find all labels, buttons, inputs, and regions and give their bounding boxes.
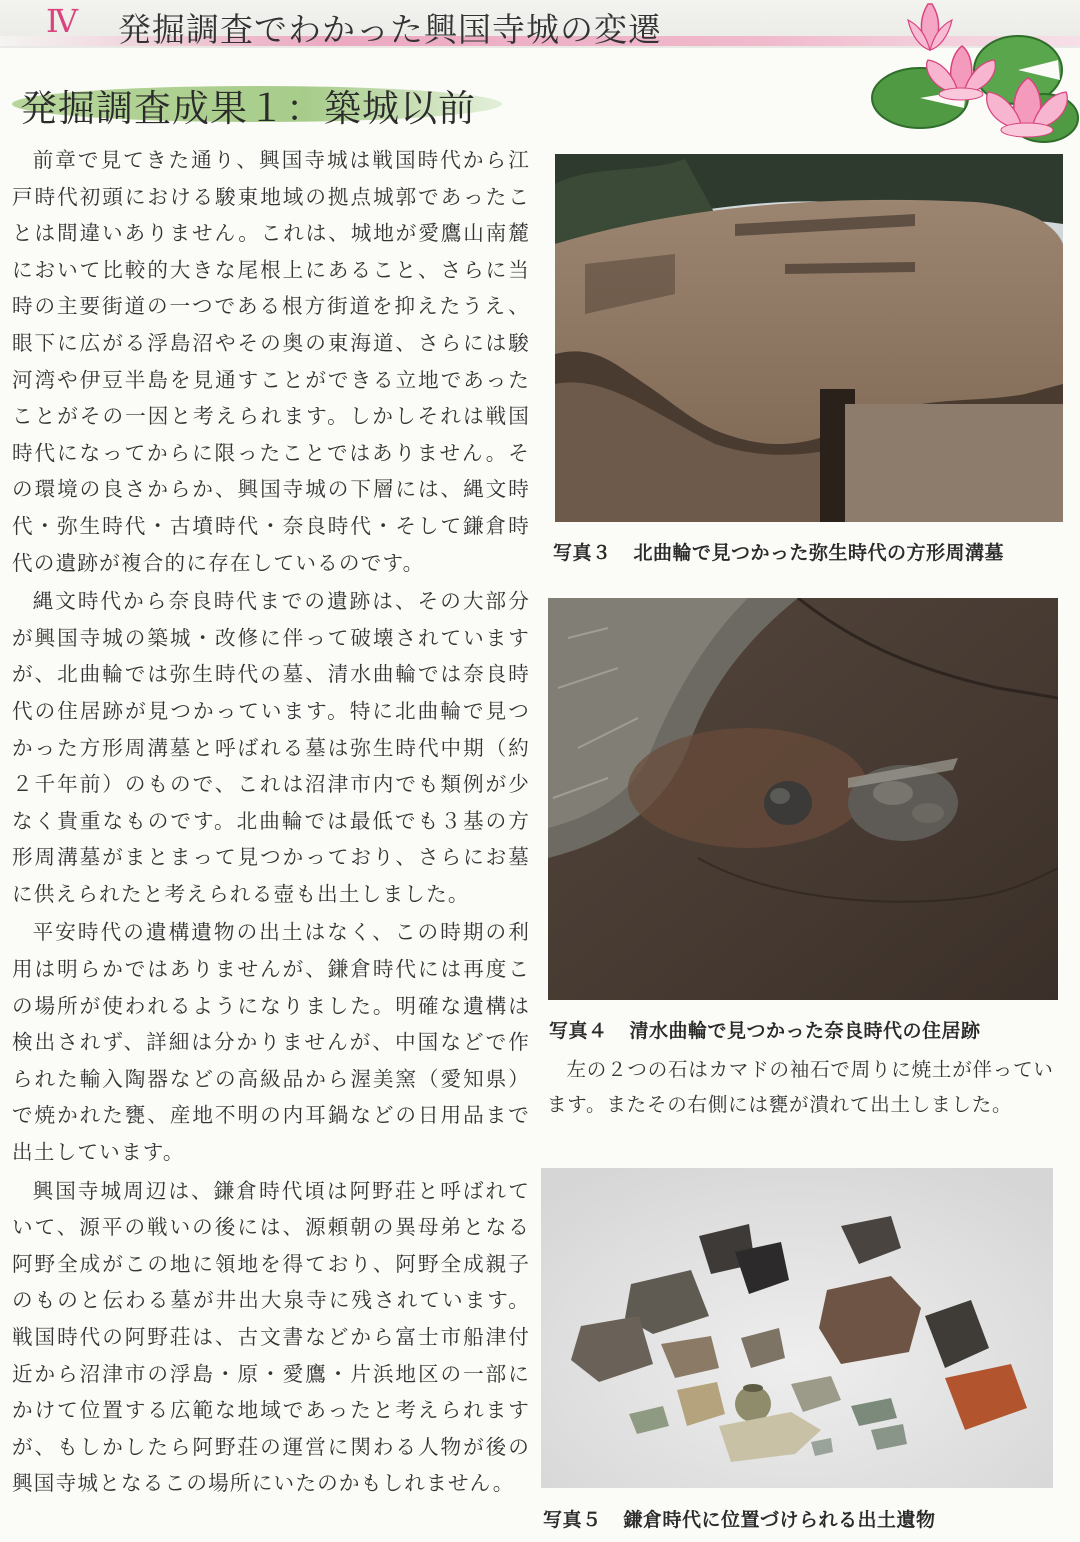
photo-4-number: 写真４ <box>549 1020 608 1042</box>
body-paragraph-2: 縄文時代から奈良時代までの遺跡は、その大部分が興国寺城の築城・改修に伴って破壊されていますが、北曲輪では弥生時代の墓、清水曲輪では奈良時代の住居跡が見つかっています。特に北曲輪で見つかった方形周溝墓と呼ばれる墓は弥生時代中期（約２千年前）のもので、これは沼津市内でも類例が少なく貴重なものです。北曲輪では最低でも３基の方形周溝墓がまとまって見つかっており、さらにお墓に供えられたと考えられる壺も出土しました。 <box>12 589 530 906</box>
body-paragraph-4: 興国寺城周辺は、鎌倉時代頃は阿野荘と呼ばれていて、源平の戦いの後には、源頼朝の異母弟となる阿野全成がこの地に領地を得ており、阿野全成親子のものと伝わる墓が井出大泉寺に残されています。戦国時代の阿野荘は、古文書などから富士市船津付近から沼津市の浮島・原・愛鷹・片浜地区の一部にかけて位置する広範な地域であったと考えられますが、もしかしたら阿野荘の運営に関わる人物が後の興国寺城となるこの場所にいたのかもしれません。 <box>12 1178 530 1496</box>
chapter-title: 発掘調査でわかった興国寺城の変遷 <box>118 10 662 49</box>
photo-5-caption-text: 鎌倉時代に位置づけられる出土遺物 <box>623 1509 936 1531</box>
photo-3-caption-text: 北曲輪で見つかった弥生時代の方形周溝墓 <box>633 542 1005 564</box>
photo-4-note: 左の２つの石はカマドの袖石で周りに焼土が伴っています。またその右側には甕が潰れて出土しました。 <box>547 1058 1054 1116</box>
body-paragraph-1: 前章で見てきた通り、興国寺城は戦国時代から江戸時代初頭における駿東地域の拠点城郭であったことは間違いありません。これは、城地が愛鷹山南麓において比較的大きな尾根上にあること、さらに当時の主要街道の一つである根方街道を抑えたうえ、眼下に広がる浮島沼やその奥の東海道、さらには駿河湾や伊豆半島を見通すことができる立地であったことがその一因と考えられます。しかしそれは戦国時代になってからに限ったことではありません。その環境の良さからか、興国寺城の下層には、縄文時代・弥生時代・古墳時代・奈良時代・そして鎌倉時代の遺跡が複合的に存在しているのです。 <box>12 148 530 575</box>
section-title: 発掘調査成果１：築城以前 <box>20 87 476 130</box>
chapter-number: Ⅳ <box>46 2 78 40</box>
photo-3-caption <box>553 538 1004 565</box>
photo-4-dwelling-ruins <box>548 598 1058 1000</box>
body-paragraph-3: 平安時代の遺構遺物の出土はなく、この時期の利用は明らかではありませんが、鎌倉時代には再度この場所が使われるようになりました。明確な遺構は検出されず、詳細は分かりませんが、中国などで作られた輸入陶器などの高級品から渥美窯（愛知県）で焼かれた甕、産地不明の内耳鍋などの日用品まで出土しています。 <box>12 920 530 1165</box>
lotus-illustration <box>868 0 1080 152</box>
photo-5-caption <box>543 1505 936 1532</box>
photo-5-artifacts <box>541 1168 1053 1488</box>
photo-4-caption <box>549 1016 981 1043</box>
photo-5-number: 写真５ <box>543 1509 602 1531</box>
photo-3-excavation-site <box>555 154 1063 522</box>
body-text-column <box>12 142 530 1504</box>
photo-4-caption-text: 清水曲輪で見つかった奈良時代の住居跡 <box>629 1020 981 1042</box>
photo-3-number: 写真３ <box>553 542 612 564</box>
